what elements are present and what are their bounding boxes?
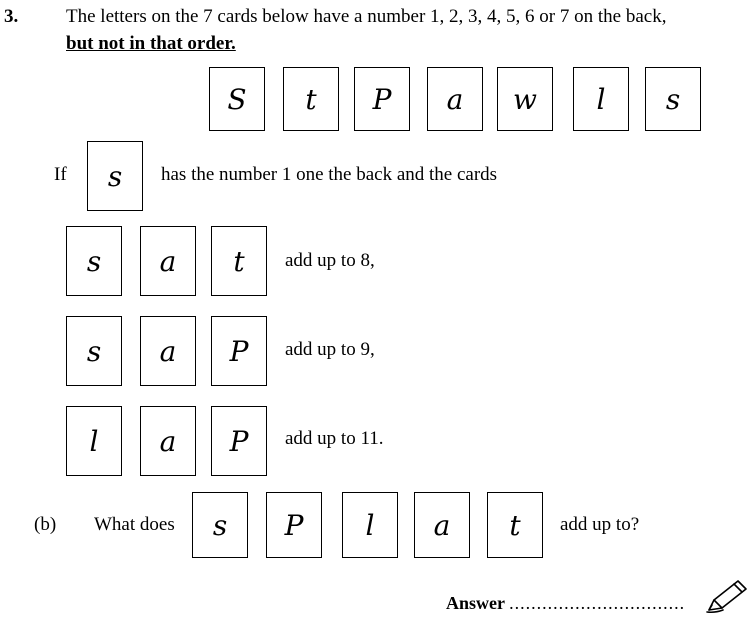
answer-line[interactable]: [446, 593, 685, 614]
answer-dots: ................................: [509, 593, 686, 613]
letter-card: l: [66, 406, 122, 476]
pencil-icon: [705, 578, 749, 614]
letter-card: t: [487, 492, 543, 558]
letter-card: l: [573, 67, 629, 131]
row-sum-text: add up to 8,: [285, 250, 375, 271]
if-label: If: [54, 164, 67, 185]
letter-card: s: [192, 492, 248, 558]
row-sum-text: add up to 11.: [285, 428, 384, 449]
letter-card: S: [209, 67, 265, 131]
letter-card: a: [140, 406, 196, 476]
question-text: The letters on the 7 cards below have a number 1, 2, 3, 4, 5, 6 or 7 on the back,: [66, 6, 667, 27]
letter-card: P: [211, 406, 267, 476]
letter-card: l: [342, 492, 398, 558]
part-prompt: What does: [94, 514, 175, 535]
question-emphasis: but not in that order.: [66, 33, 236, 54]
part-suffix: add up to?: [560, 514, 640, 535]
question-number: 3.: [4, 6, 19, 27]
letter-card: a: [140, 226, 196, 296]
answer-label: Answer: [446, 593, 505, 613]
letter-card: s: [66, 226, 122, 296]
letter-card: P: [211, 316, 267, 386]
letter-card: s: [87, 141, 143, 211]
letter-card: a: [140, 316, 196, 386]
letter-card: P: [354, 67, 410, 131]
part-label: (b): [34, 514, 57, 535]
letter-card: a: [427, 67, 483, 131]
letter-card: P: [266, 492, 322, 558]
row-sum-text: add up to 9,: [285, 339, 375, 360]
letter-card: t: [211, 226, 267, 296]
letter-card: t: [283, 67, 339, 131]
letter-card: s: [645, 67, 701, 131]
letter-card: w: [497, 67, 553, 131]
letter-card: a: [414, 492, 470, 558]
if-text: has the number 1 one the back and the cards: [161, 164, 498, 185]
letter-card: s: [66, 316, 122, 386]
